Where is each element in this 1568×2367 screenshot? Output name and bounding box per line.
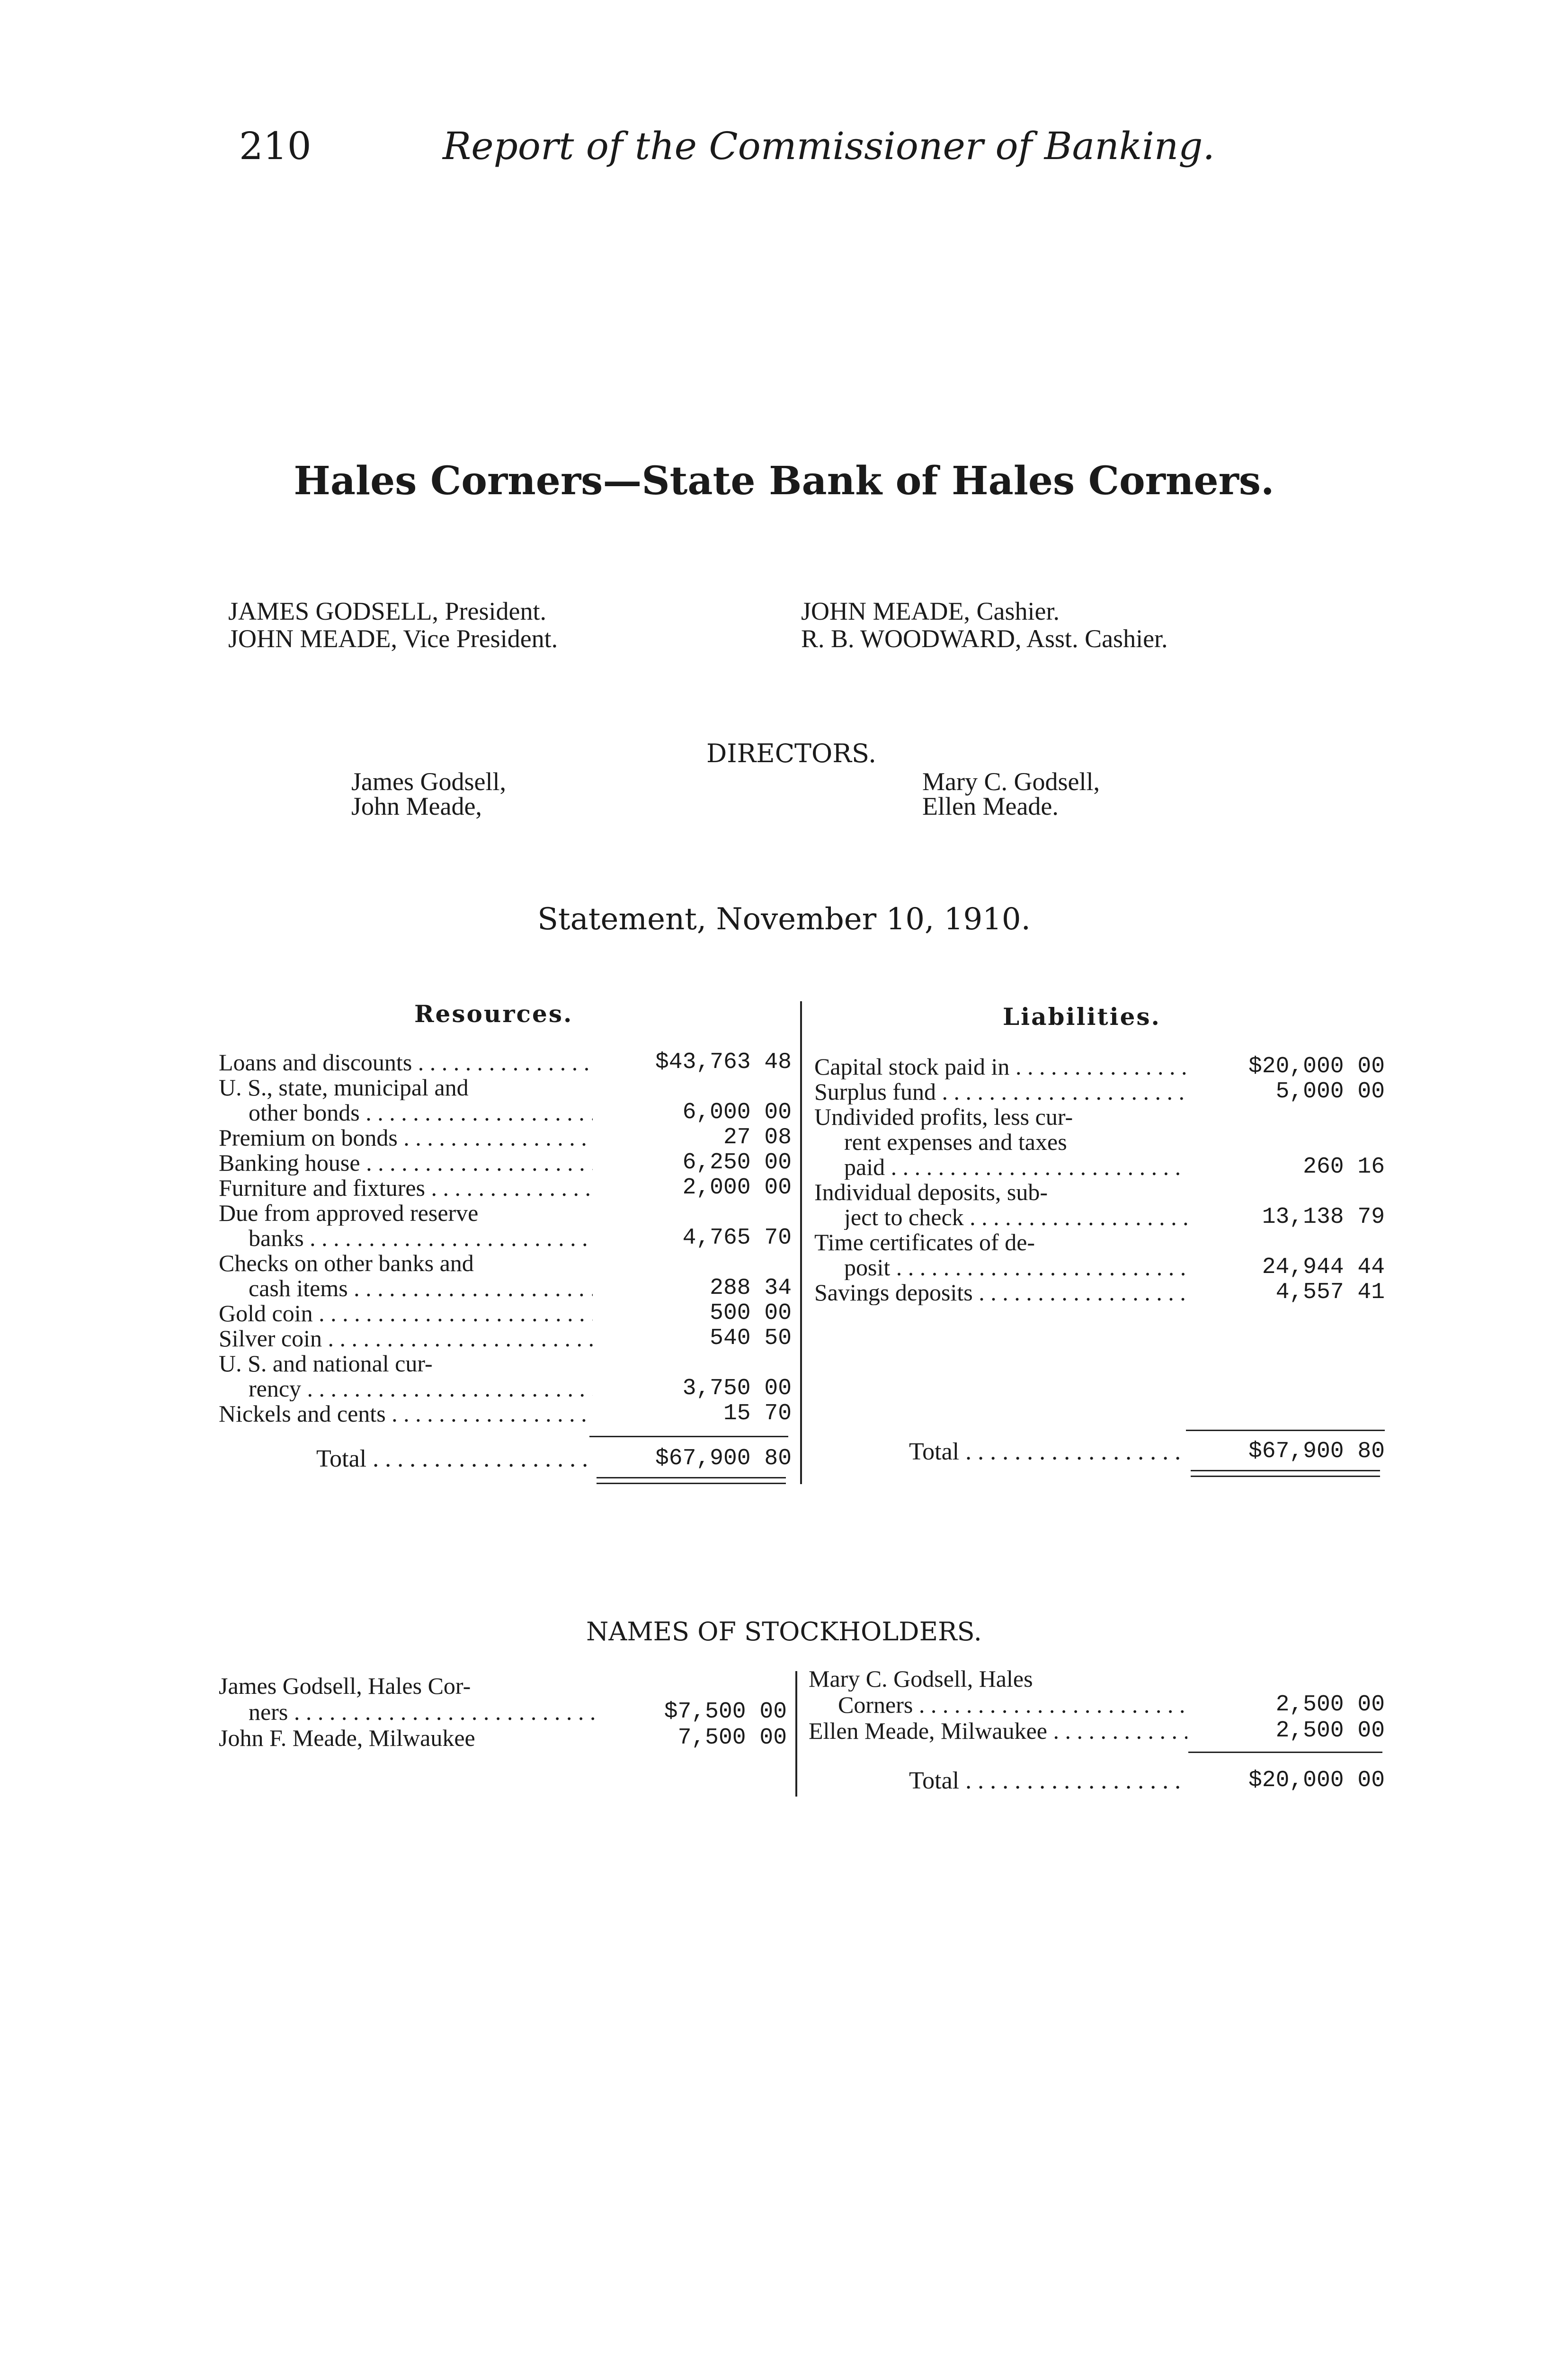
row-amount: 13,138 79 — [1262, 1204, 1385, 1230]
row-amount: 4,765 70 — [682, 1225, 792, 1251]
officers-left — [228, 597, 558, 652]
row-label: U. S. and national cur- — [219, 1351, 433, 1376]
list-item — [838, 1692, 1385, 1717]
row-label: posit . . . — [844, 1255, 1188, 1280]
table-row — [814, 1054, 1385, 1079]
list-item — [249, 1700, 787, 1725]
table-row — [814, 1280, 1385, 1305]
row-amount: 24,944 44 — [1262, 1255, 1385, 1280]
directors-heading: DIRECTORS. — [706, 739, 877, 768]
table-row — [814, 1079, 1385, 1104]
row-amount: 15 70 — [723, 1401, 792, 1426]
double-rule — [597, 1483, 786, 1484]
table-row — [219, 1050, 792, 1075]
total-amount: $20,000 00 — [1248, 1768, 1385, 1793]
total-rule — [589, 1436, 788, 1437]
table-row — [219, 1326, 792, 1351]
table-row — [814, 1180, 1385, 1205]
list-item — [809, 1718, 1385, 1744]
row-label: Silver coin . . . — [219, 1326, 593, 1351]
table-row — [219, 1301, 792, 1326]
table-row — [249, 1100, 792, 1125]
director-name: Ellen Meade. — [922, 792, 1059, 820]
row-label: Due from approved reserve — [219, 1201, 479, 1226]
table-row — [219, 1251, 792, 1276]
stockholder-name: Corners . . . — [838, 1692, 1188, 1717]
row-amount: 2,000 00 — [682, 1175, 792, 1201]
officers-right — [801, 597, 1168, 652]
table-row — [814, 1230, 1385, 1255]
row-amount: 27 08 — [723, 1125, 792, 1150]
row-label: rency . . . — [249, 1376, 593, 1401]
stockholders-heading: NAMES OF STOCKHOLDERS. — [586, 1617, 982, 1646]
row-label: Time certificates of de- — [814, 1230, 1035, 1255]
table-row — [219, 1075, 792, 1100]
row-label: Banking house . . . — [219, 1150, 593, 1175]
total-row — [316, 1446, 792, 1471]
director-name: James Godsell, — [351, 767, 506, 796]
table-row — [814, 1104, 1385, 1130]
row-label: cash items . . . — [249, 1276, 593, 1301]
row-label: Furniture and fixtures . . . — [219, 1175, 593, 1201]
table-row — [219, 1201, 792, 1226]
officer-president: JAMES GODSELL, President. — [228, 597, 546, 625]
total-label: Total . . . — [909, 1439, 1186, 1464]
directors-right — [922, 769, 1100, 819]
stockholder-name: Ellen Meade, Milwaukee . . . — [809, 1718, 1187, 1744]
director-name: Mary C. Godsell, — [922, 767, 1100, 796]
column-divider — [800, 1001, 802, 1484]
row-label: rent expenses and taxes — [844, 1130, 1067, 1155]
table-row — [219, 1401, 792, 1426]
total-rule — [1186, 1430, 1385, 1431]
liabilities-heading: Liabilities. — [1003, 1003, 1161, 1031]
stockholder-amount: 7,500 00 — [677, 1725, 787, 1751]
table-row — [219, 1150, 792, 1175]
row-label: paid . . . — [844, 1155, 1188, 1180]
row-label: Loans and discounts . . . — [219, 1050, 593, 1075]
list-item — [809, 1666, 1385, 1691]
row-label: Capital stock paid in . . . — [814, 1054, 1188, 1079]
table-row — [844, 1130, 1385, 1155]
row-label: ject to check . . . — [844, 1205, 1188, 1230]
stockholder-name: ners . . . — [249, 1700, 599, 1725]
total-amount: $67,900 80 — [655, 1446, 792, 1471]
row-label: Individual deposits, sub- — [814, 1180, 1048, 1205]
stockholder-name: James Godsell, Hales Cor- — [219, 1673, 471, 1699]
row-label: Undivided profits, less cur- — [814, 1104, 1073, 1130]
row-amount: 288 34 — [710, 1275, 792, 1301]
bank-title: Hales Corners—State Bank of Hales Corners. — [294, 458, 1274, 504]
stockholder-amount: 2,500 00 — [1275, 1692, 1385, 1717]
total-rule — [1188, 1752, 1382, 1753]
resources-heading: Resources. — [414, 1000, 573, 1028]
double-rule — [597, 1477, 786, 1478]
table-row — [844, 1255, 1385, 1280]
double-rule — [1191, 1476, 1380, 1477]
stockholders-divider — [795, 1671, 797, 1797]
total-row — [909, 1439, 1385, 1464]
list-item — [219, 1726, 787, 1751]
row-label: Premium on bonds . . . — [219, 1125, 593, 1150]
table-row — [249, 1376, 792, 1401]
directors-left — [351, 769, 506, 819]
row-label: Surplus fund . . . — [814, 1079, 1188, 1104]
table-row — [219, 1125, 792, 1150]
stockholder-amount: 2,500 00 — [1275, 1718, 1385, 1744]
page-number: 210 — [239, 124, 312, 168]
row-label: Checks on other banks and — [219, 1251, 474, 1276]
row-label: Savings deposits . . . — [814, 1280, 1188, 1305]
total-row — [909, 1768, 1385, 1793]
stockholder-name: John F. Meade, Milwaukee — [219, 1726, 475, 1751]
row-amount: $43,763 48 — [655, 1050, 792, 1075]
row-label: Nickels and cents . . . — [219, 1401, 593, 1426]
row-amount: 6,250 00 — [682, 1150, 792, 1175]
row-amount: 4,557 41 — [1275, 1280, 1385, 1305]
total-label: Total . . . — [316, 1446, 593, 1471]
row-label: other bonds . . . — [249, 1100, 593, 1125]
total-label: Total . . . — [909, 1768, 1186, 1793]
row-amount: 260 16 — [1303, 1154, 1385, 1180]
table-row — [249, 1226, 792, 1251]
row-amount: 3,750 00 — [682, 1376, 792, 1401]
table-row — [219, 1351, 792, 1376]
table-row — [844, 1155, 1385, 1180]
officer-asst-cashier: R. B. WOODWARD, Asst. Cashier. — [801, 624, 1168, 653]
double-rule — [1191, 1470, 1380, 1471]
row-amount: 500 00 — [710, 1300, 792, 1326]
list-item — [219, 1673, 787, 1699]
table-row — [219, 1175, 792, 1201]
row-amount: $20,000 00 — [1248, 1054, 1385, 1079]
running-head: Report of the Commissioner of Banking. — [443, 124, 1215, 168]
officer-cashier: JOHN MEADE, Cashier. — [801, 597, 1060, 625]
statement-title: Statement, November 10, 1910. — [537, 902, 1031, 937]
row-amount: 6,000 00 — [682, 1100, 792, 1125]
director-name: John Meade, — [351, 792, 482, 820]
row-label: banks . . . — [249, 1226, 593, 1251]
stockholder-amount: $7,500 00 — [664, 1699, 787, 1725]
row-label: Gold coin . . . — [219, 1301, 593, 1326]
stockholder-name: Mary C. Godsell, Hales — [809, 1666, 1033, 1691]
officer-vice-president: JOHN MEADE, Vice President. — [228, 624, 558, 653]
row-amount: 5,000 00 — [1275, 1079, 1385, 1104]
row-label: U. S., state, municipal and — [219, 1075, 469, 1100]
table-row — [844, 1205, 1385, 1230]
row-amount: 540 50 — [710, 1326, 792, 1351]
total-amount: $67,900 80 — [1248, 1439, 1385, 1464]
table-row — [249, 1276, 792, 1301]
